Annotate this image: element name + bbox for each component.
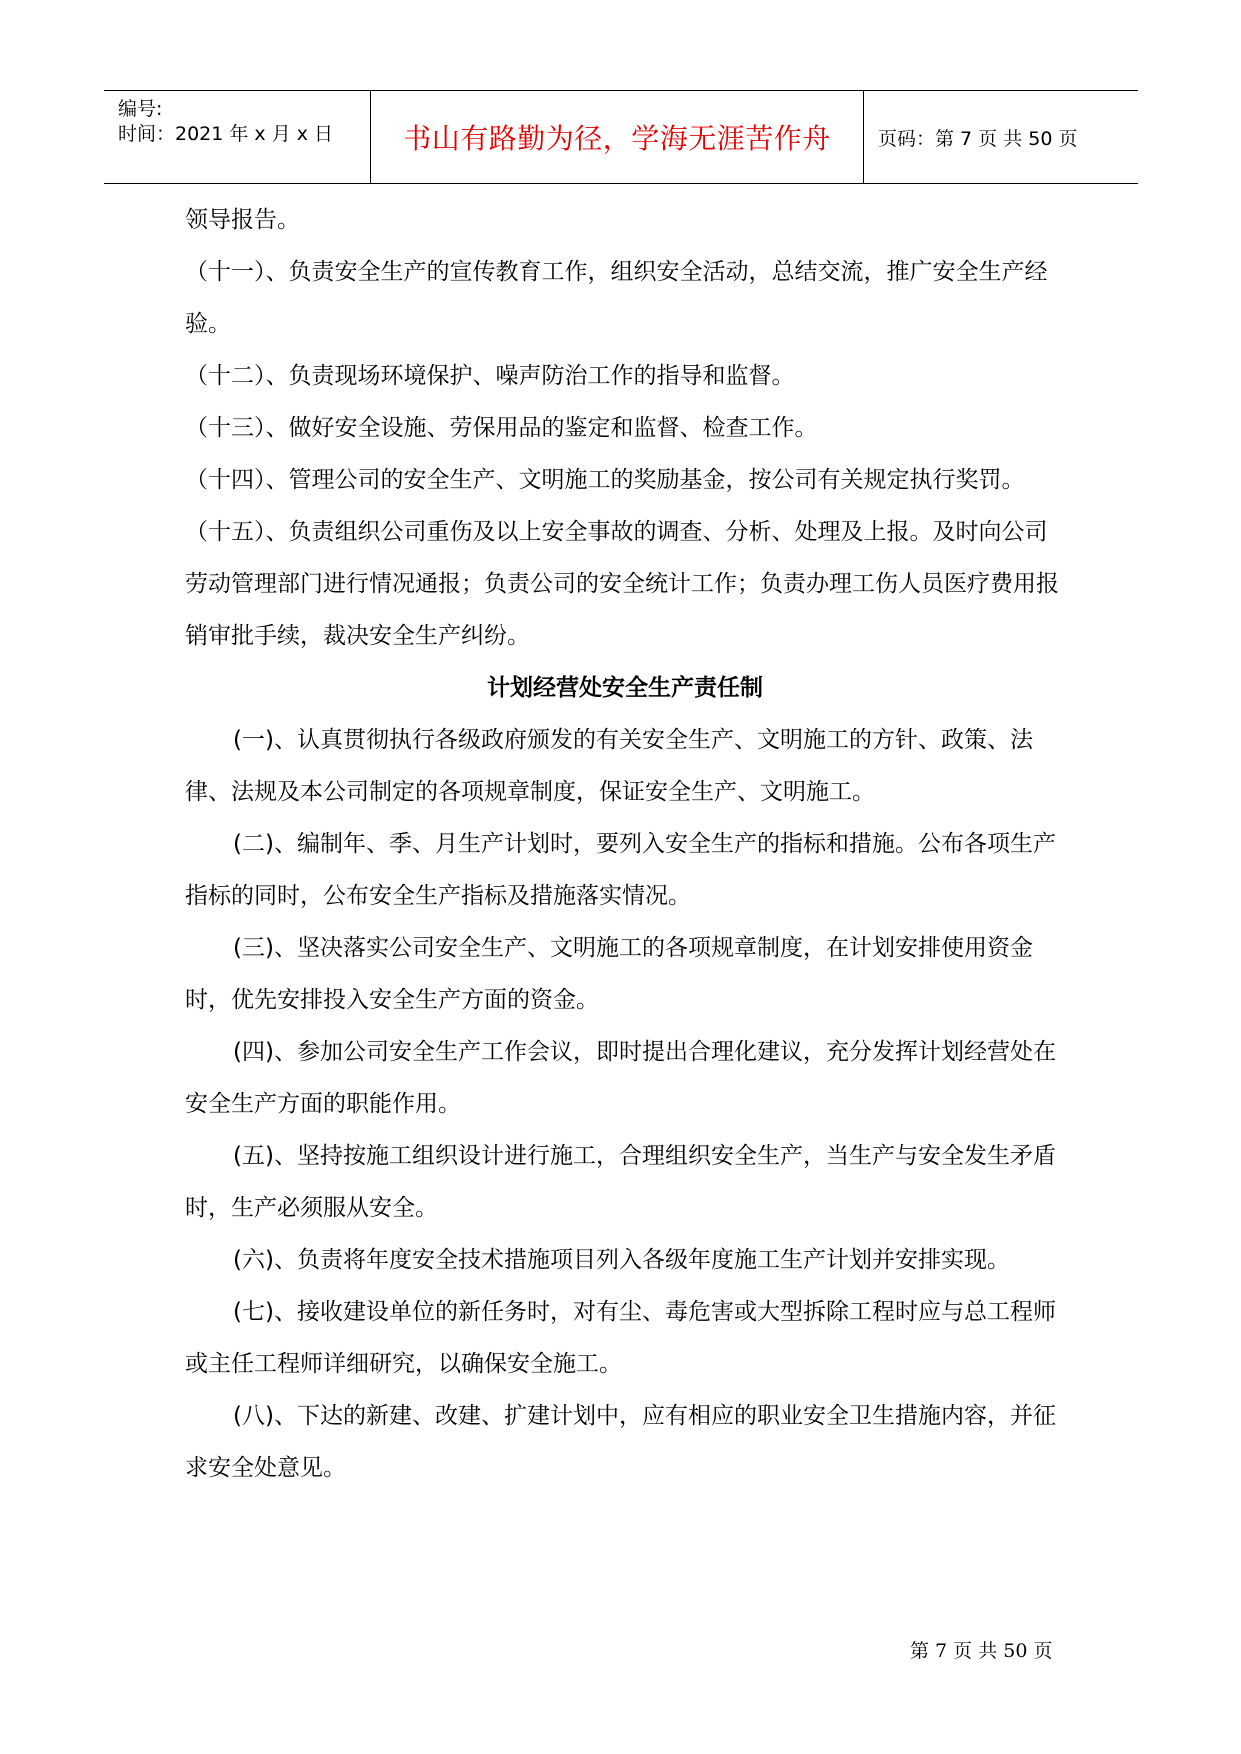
document-body: [185, 194, 1065, 1494]
page-footer: 第 7 页 共 50 页: [910, 1640, 1053, 1662]
document-number-label: 编号:: [118, 98, 163, 120]
header-page-cell: [864, 91, 1138, 183]
header-meta-cell: [104, 91, 371, 183]
paragraph: (六)、负责将年度安全技术措施项目列入各级年度施工生产计划并安排实现。: [233, 1247, 1010, 1273]
section-title: 计划经营处安全生产责任制: [487, 675, 763, 701]
paragraph: (二)、编制年、季、月生产计划时，要列入安全生产的指标和措施。公布各项生产指标的同时，公布安全生产指标及措施落实情况。: [185, 831, 1056, 909]
header-page-number: 页码：第 7 页 共 50 页: [878, 128, 1078, 150]
paragraph: (五)、坚持按施工组织设计进行施工，合理组织安全生产，当生产与安全发生矛盾时，生产必须服从安全。: [185, 1143, 1056, 1221]
paragraph: （十二）、负责现场环境保护、噪声防治工作的指导和监督。: [185, 363, 795, 389]
paragraph: 领导报告。: [185, 207, 300, 233]
paragraph: (一)、认真贯彻执行各级政府颁发的有关安全生产、文明施工的方针、政策、法律、法规及本公司制定的各项规章制度，保证安全生产、文明施工。: [185, 727, 1033, 805]
paragraph: (四)、参加公司安全生产工作会议，即时提出合理化建议，充分发挥计划经营处在安全生产方面的职能作用。: [185, 1039, 1056, 1117]
paragraph: （十四）、管理公司的安全生产、文明施工的奖励基金，按公司有关规定执行奖罚。: [185, 467, 1025, 493]
page-header: [104, 90, 1138, 184]
paragraph: （十三）、做好安全设施、劳保用品的鉴定和监督、检查工作。: [185, 415, 818, 441]
paragraph: (三)、坚决落实公司安全生产、文明施工的各项规章制度，在计划安排使用资金时，优先安排投入安全生产方面的资金。: [185, 935, 1033, 1013]
document-time-label: 时间：2021 年 x 月 x 日: [118, 123, 334, 145]
paragraph: (七)、接收建设单位的新任务时，对有尘、毒危害或大型拆除工程时应与总工程师或主任工程师详细研究，以确保安全施工。: [185, 1299, 1056, 1377]
paragraph: （十五）、负责组织公司重伤及以上安全事故的调查、分析、处理及上报。及时向公司劳动管理部门进行情况通报；负责公司的安全统计工作；负责办理工伤人员医疗费用报销审批手续，裁决安全生产纠纷。: [185, 519, 1059, 649]
header-motto-cell: [371, 91, 864, 183]
paragraph: (八)、下达的新建、改建、扩建计划中，应有相应的职业安全卫生措施内容，并征求安全处意见。: [185, 1403, 1056, 1481]
header-motto: 书山有路勤为径，学海无涯苦作舟: [403, 122, 831, 155]
paragraph: （十一）、负责安全生产的宣传教育工作，组织安全活动，总结交流，推广安全生产经验。: [185, 259, 1048, 337]
